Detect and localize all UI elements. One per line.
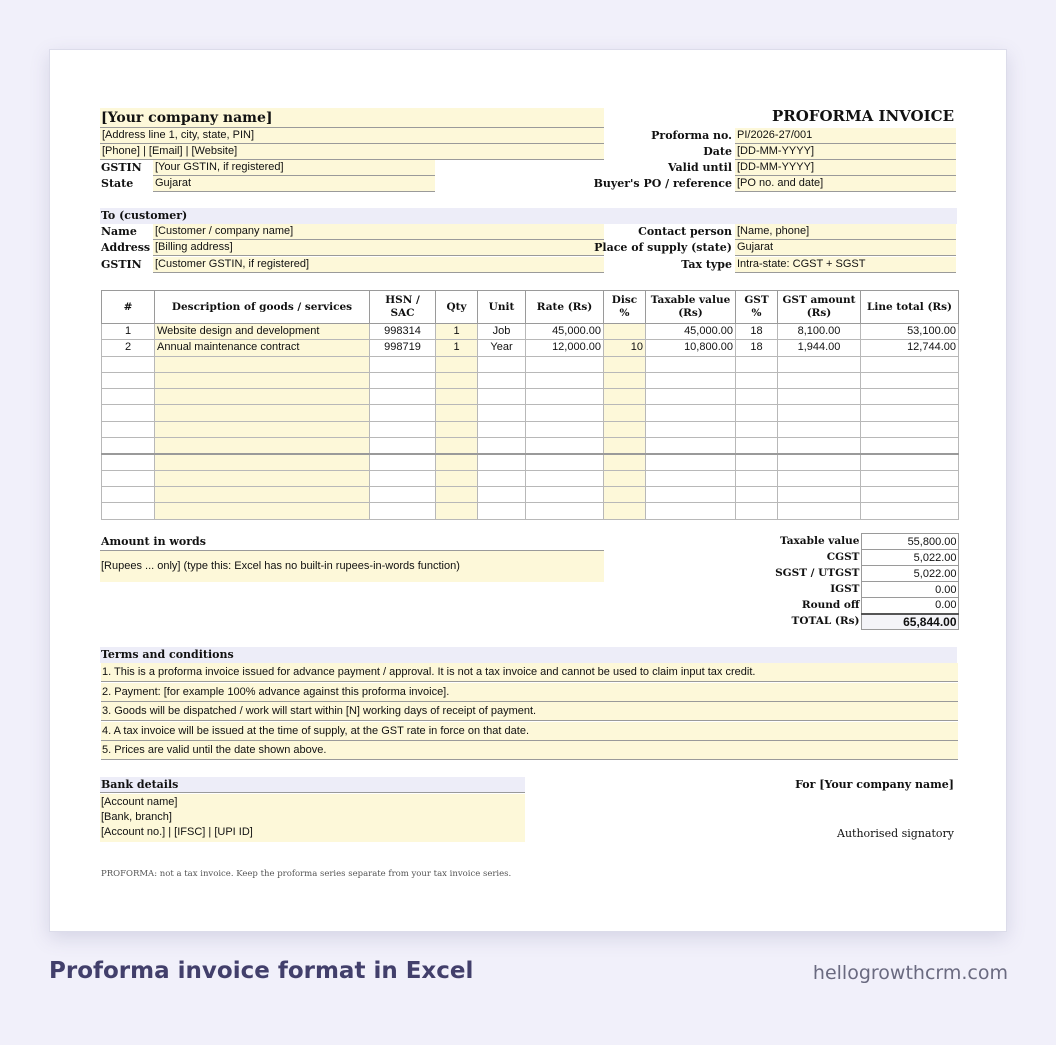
table-row-empty: [102, 454, 959, 470]
bank-details-field[interactable]: [100, 794, 525, 842]
cell-gst-pct[interactable]: [736, 503, 778, 519]
col-header-number: #: [102, 291, 155, 324]
cell-gst-pct[interactable]: [736, 405, 778, 421]
company-contact[interactable]: [Phone] | [Email] | [Website]: [100, 144, 604, 160]
cell-rate[interactable]: [526, 405, 604, 421]
totals-row: [750, 534, 958, 550]
cell-unit[interactable]: [478, 405, 526, 421]
cell-taxable[interactable]: 10,800.00: [646, 340, 736, 356]
totals-label: Taxable value: [779, 535, 860, 547]
cell-qty[interactable]: [436, 372, 478, 388]
amount-words-heading: Amount in words: [101, 535, 206, 548]
col-header-unit: Unit: [478, 291, 526, 324]
table-header-row: [102, 291, 959, 324]
cell-unit[interactable]: [478, 470, 526, 486]
totals-label: Round off: [801, 599, 860, 611]
cell-disc[interactable]: [604, 503, 646, 519]
cell-taxable[interactable]: [646, 454, 736, 470]
cell-qty[interactable]: [436, 486, 478, 502]
customer-heading: To (customer): [100, 208, 957, 224]
table-row-empty: [102, 438, 959, 454]
cell-rate[interactable]: [526, 372, 604, 388]
cell-taxable[interactable]: [646, 421, 736, 437]
cell-gst-pct[interactable]: [736, 470, 778, 486]
cell-unit[interactable]: [478, 503, 526, 519]
cell-hsn[interactable]: [370, 470, 436, 486]
company-address[interactable]: [Address line 1, city, state, PIN]: [100, 128, 604, 144]
terms-item[interactable]: 3. Goods will be dispatched / work will start within [N] working days of receipt of payment.: [101, 702, 958, 721]
cell-rate[interactable]: [526, 389, 604, 405]
cell-hsn[interactable]: [370, 372, 436, 388]
company-state-label: State: [101, 177, 134, 190]
table-row-empty: [102, 389, 959, 405]
customer-gstin-field[interactable]: [Customer GSTIN, if registered]: [153, 257, 604, 273]
page-caption: Proforma invoice format in Excel: [49, 958, 474, 984]
terms-item[interactable]: 5. Prices are valid until the date shown above.: [101, 741, 958, 760]
table-row-empty: [102, 470, 959, 486]
table-row-empty: [102, 356, 959, 372]
cell-line-total[interactable]: [861, 405, 959, 421]
cell-disc[interactable]: 10: [604, 340, 646, 356]
cell-taxable[interactable]: [646, 438, 736, 454]
cell-taxable[interactable]: [646, 503, 736, 519]
col-header-line-total: Line total (Rs): [861, 291, 959, 324]
cell-num[interactable]: 2: [102, 340, 155, 356]
cell-num[interactable]: [102, 486, 155, 502]
cell-disc[interactable]: [604, 454, 646, 470]
cell-rate[interactable]: [526, 438, 604, 454]
cell-description[interactable]: [155, 438, 370, 454]
col-header-hsn: HSN / SAC: [370, 291, 436, 324]
cell-line-total[interactable]: [861, 372, 959, 388]
col-header-gst-amount: GST amount (Rs): [778, 291, 861, 324]
cell-disc[interactable]: [604, 486, 646, 502]
cell-qty[interactable]: [436, 454, 478, 470]
cell-gst-amount[interactable]: [778, 438, 861, 454]
cell-hsn[interactable]: [370, 438, 436, 454]
cell-unit[interactable]: [478, 389, 526, 405]
cell-qty[interactable]: [436, 356, 478, 372]
cell-unit[interactable]: [478, 486, 526, 502]
cell-unit[interactable]: [478, 372, 526, 388]
cell-line-total[interactable]: 12,744.00: [861, 340, 959, 356]
cell-gst-pct[interactable]: [736, 421, 778, 437]
cell-num[interactable]: [102, 405, 155, 421]
customer-name-field[interactable]: [Customer / company name]: [153, 224, 604, 240]
cell-description[interactable]: Annual maintenance contract: [155, 340, 370, 356]
cell-hsn[interactable]: [370, 421, 436, 437]
cell-gst-amount[interactable]: [778, 503, 861, 519]
cell-disc[interactable]: [604, 372, 646, 388]
cell-disc[interactable]: [604, 389, 646, 405]
company-gstin-label: GSTIN: [101, 161, 142, 174]
cell-qty[interactable]: [436, 421, 478, 437]
valid-until-field[interactable]: [DD-MM-YYYY]: [735, 160, 956, 176]
footnote: PROFORMA: not a tax invoice. Keep the proforma series separate from your tax invoice series.: [101, 869, 512, 879]
amount-words-field[interactable]: [100, 550, 604, 582]
cell-disc[interactable]: [604, 405, 646, 421]
cell-num[interactable]: [102, 389, 155, 405]
cell-description[interactable]: [155, 503, 370, 519]
totals-label: IGST: [830, 583, 860, 595]
contact-person-field[interactable]: [Name, phone]: [735, 224, 956, 240]
cell-unit[interactable]: [478, 421, 526, 437]
company-state-field[interactable]: Gujarat: [153, 176, 435, 192]
cell-rate[interactable]: [526, 454, 604, 470]
col-header-description: Description of goods / services: [155, 291, 370, 324]
cell-unit[interactable]: [478, 454, 526, 470]
table-row: [102, 324, 959, 340]
tax-type-label: Tax type: [681, 258, 732, 271]
totals-row: [750, 582, 958, 598]
bank-heading: Bank details: [100, 777, 525, 793]
customer-name-label: Name: [101, 225, 137, 238]
terms-item[interactable]: 1. This is a proforma invoice issued for advance payment / approval. It is not a tax invoice and cannot be used to claim input tax credit.: [101, 663, 958, 682]
cell-description[interactable]: [155, 421, 370, 437]
authorised-signatory: Authorised signatory: [837, 827, 954, 840]
buyer-po-field[interactable]: [PO no. and date]: [735, 176, 956, 192]
cell-description[interactable]: [155, 470, 370, 486]
cell-line-total[interactable]: [861, 421, 959, 437]
col-header-disc: Disc %: [604, 291, 646, 324]
invoice-sheet: [49, 49, 1007, 932]
col-header-taxable: Taxable value (Rs): [646, 291, 736, 324]
totals-row: [750, 566, 958, 582]
cell-hsn[interactable]: [370, 356, 436, 372]
cell-unit[interactable]: [478, 438, 526, 454]
cell-gst-pct[interactable]: [736, 486, 778, 502]
cell-hsn[interactable]: [370, 405, 436, 421]
totals-value: 5,022.00: [861, 550, 958, 566]
bank-line-account-no: [Account no.] | [IFSC] | [UPI ID]: [101, 826, 253, 838]
items-body: [102, 324, 959, 520]
cell-hsn[interactable]: [370, 454, 436, 470]
cell-gst-pct[interactable]: [736, 356, 778, 372]
cell-description[interactable]: [155, 356, 370, 372]
cell-disc[interactable]: [604, 438, 646, 454]
terms-heading: Terms and conditions: [100, 647, 957, 663]
cell-num[interactable]: [102, 372, 155, 388]
table-row-empty: [102, 405, 959, 421]
cell-line-total[interactable]: [861, 503, 959, 519]
contact-person-label: Contact person: [638, 225, 732, 238]
cell-num[interactable]: [102, 438, 155, 454]
cell-gst-pct[interactable]: [736, 454, 778, 470]
cell-hsn[interactable]: [370, 389, 436, 405]
cell-rate[interactable]: [526, 470, 604, 486]
cell-description[interactable]: [155, 389, 370, 405]
table-row-empty: [102, 486, 959, 502]
cell-qty[interactable]: 1: [436, 324, 478, 340]
cell-disc[interactable]: [604, 324, 646, 340]
totals-row: [750, 550, 958, 566]
cell-disc[interactable]: [604, 470, 646, 486]
totals-label: CGST: [826, 551, 860, 563]
totals-label: TOTAL (Rs): [791, 615, 860, 627]
cell-gst-amount[interactable]: 8,100.00: [778, 324, 861, 340]
cell-qty[interactable]: [436, 389, 478, 405]
totals-value: 0.00: [861, 598, 958, 614]
table-row-empty: [102, 372, 959, 388]
cell-gst-pct[interactable]: 18: [736, 340, 778, 356]
cell-hsn[interactable]: 998719: [370, 340, 436, 356]
cell-unit[interactable]: Job: [478, 324, 526, 340]
cell-taxable[interactable]: [646, 470, 736, 486]
invoice-title: PROFORMA INVOICE: [771, 107, 954, 125]
cell-unit[interactable]: Year: [478, 340, 526, 356]
cell-line-total[interactable]: [861, 486, 959, 502]
cell-num[interactable]: [102, 421, 155, 437]
cell-taxable[interactable]: [646, 405, 736, 421]
company-gstin-field[interactable]: [Your GSTIN, if registered]: [153, 160, 435, 176]
cell-rate[interactable]: [526, 486, 604, 502]
cell-taxable[interactable]: [646, 372, 736, 388]
cell-gst-amount[interactable]: [778, 421, 861, 437]
col-header-rate: Rate (Rs): [526, 291, 604, 324]
cell-hsn[interactable]: [370, 503, 436, 519]
proforma-no-field[interactable]: PI/2026-27/001: [735, 128, 956, 144]
cell-description[interactable]: Website design and development: [155, 324, 370, 340]
buyer-po-label: Buyer's PO / reference: [593, 177, 732, 190]
cell-rate[interactable]: [526, 421, 604, 437]
cell-taxable[interactable]: [646, 356, 736, 372]
cell-gst-amount[interactable]: 1,944.00: [778, 340, 861, 356]
place-of-supply-field[interactable]: Gujarat: [735, 240, 956, 256]
cell-disc[interactable]: [604, 421, 646, 437]
cell-description[interactable]: [155, 454, 370, 470]
cell-line-total[interactable]: [861, 454, 959, 470]
cell-description[interactable]: [155, 405, 370, 421]
cell-taxable[interactable]: 45,000.00: [646, 324, 736, 340]
cell-gst-pct[interactable]: [736, 438, 778, 454]
cell-num[interactable]: [102, 356, 155, 372]
cell-num[interactable]: [102, 503, 155, 519]
table-row-empty: [102, 421, 959, 437]
cell-rate[interactable]: [526, 503, 604, 519]
totals-row: [750, 598, 958, 614]
cell-qty[interactable]: [436, 438, 478, 454]
cell-line-total[interactable]: [861, 389, 959, 405]
totals-value: 5,022.00: [861, 566, 958, 582]
cell-rate[interactable]: [526, 356, 604, 372]
customer-address-label: Address: [101, 241, 151, 254]
cell-hsn[interactable]: [370, 486, 436, 502]
table-row-empty: [102, 503, 959, 519]
cell-gst-amount[interactable]: [778, 372, 861, 388]
cell-line-total[interactable]: [861, 438, 959, 454]
proforma-no-label: Proforma no.: [651, 129, 732, 142]
col-header-qty: Qty: [436, 291, 478, 324]
cell-num[interactable]: [102, 470, 155, 486]
cell-gst-amount[interactable]: [778, 486, 861, 502]
totals-value: 0.00: [861, 582, 958, 598]
cell-unit[interactable]: [478, 356, 526, 372]
totals-block: [750, 533, 958, 630]
cell-line-total[interactable]: [861, 356, 959, 372]
date-label: Date: [703, 145, 732, 158]
cell-taxable[interactable]: [646, 486, 736, 502]
cell-gst-amount[interactable]: [778, 389, 861, 405]
cell-gst-amount[interactable]: [778, 405, 861, 421]
cell-description[interactable]: [155, 486, 370, 502]
bank-line-account-name: [Account name]: [101, 796, 178, 808]
place-of-supply-label: Place of supply (state): [594, 241, 732, 254]
company-name[interactable]: [Your company name]: [100, 108, 604, 128]
cell-taxable[interactable]: [646, 389, 736, 405]
cell-gst-pct[interactable]: [736, 389, 778, 405]
table-row: [102, 340, 959, 356]
cell-gst-amount[interactable]: [778, 470, 861, 486]
site-url[interactable]: hellogrowthcrm.com: [812, 962, 1008, 984]
cell-hsn[interactable]: 998314: [370, 324, 436, 340]
cell-rate[interactable]: 12,000.00: [526, 340, 604, 356]
cell-gst-amount[interactable]: [778, 356, 861, 372]
date-field[interactable]: [DD-MM-YYYY]: [735, 144, 956, 160]
terms-item[interactable]: 4. A tax invoice will be issued at the time of supply, at the GST rate in force on that date.: [101, 722, 958, 741]
customer-address-field[interactable]: [Billing address]: [153, 240, 604, 256]
cell-num[interactable]: 1: [102, 324, 155, 340]
totals-value: 55,800.00: [861, 534, 958, 550]
cell-line-total[interactable]: 53,100.00: [861, 324, 959, 340]
totals-label: SGST / UTGST: [775, 567, 860, 579]
cell-rate[interactable]: 45,000.00: [526, 324, 604, 340]
cell-description[interactable]: [155, 372, 370, 388]
cell-gst-pct[interactable]: 18: [736, 324, 778, 340]
valid-until-label: Valid until: [668, 161, 732, 174]
bank-line-bank-branch: [Bank, branch]: [101, 811, 172, 823]
col-header-gst-pct: GST %: [736, 291, 778, 324]
totals-row: [750, 614, 958, 630]
cell-qty[interactable]: 1: [436, 340, 478, 356]
cell-qty[interactable]: [436, 503, 478, 519]
cell-gst-pct[interactable]: [736, 372, 778, 388]
cell-qty[interactable]: [436, 470, 478, 486]
amount-words-text: [Rupees ... only] (type this: Excel has no built-in rupees-in-words function): [101, 560, 460, 572]
cell-line-total[interactable]: [861, 470, 959, 486]
tax-type-field[interactable]: Intra-state: CGST + SGST: [735, 257, 956, 273]
grand-total-value: 65,844.00: [861, 614, 958, 630]
cell-num[interactable]: [102, 454, 155, 470]
customer-gstin-label: GSTIN: [101, 258, 142, 271]
cell-disc[interactable]: [604, 356, 646, 372]
signature-for: For [Your company name]: [795, 778, 954, 791]
cell-gst-amount[interactable]: [778, 454, 861, 470]
cell-qty[interactable]: [436, 405, 478, 421]
terms-item[interactable]: 2. Payment: [for example 100% advance against this proforma invoice].: [101, 683, 958, 702]
items-table: [101, 290, 959, 520]
